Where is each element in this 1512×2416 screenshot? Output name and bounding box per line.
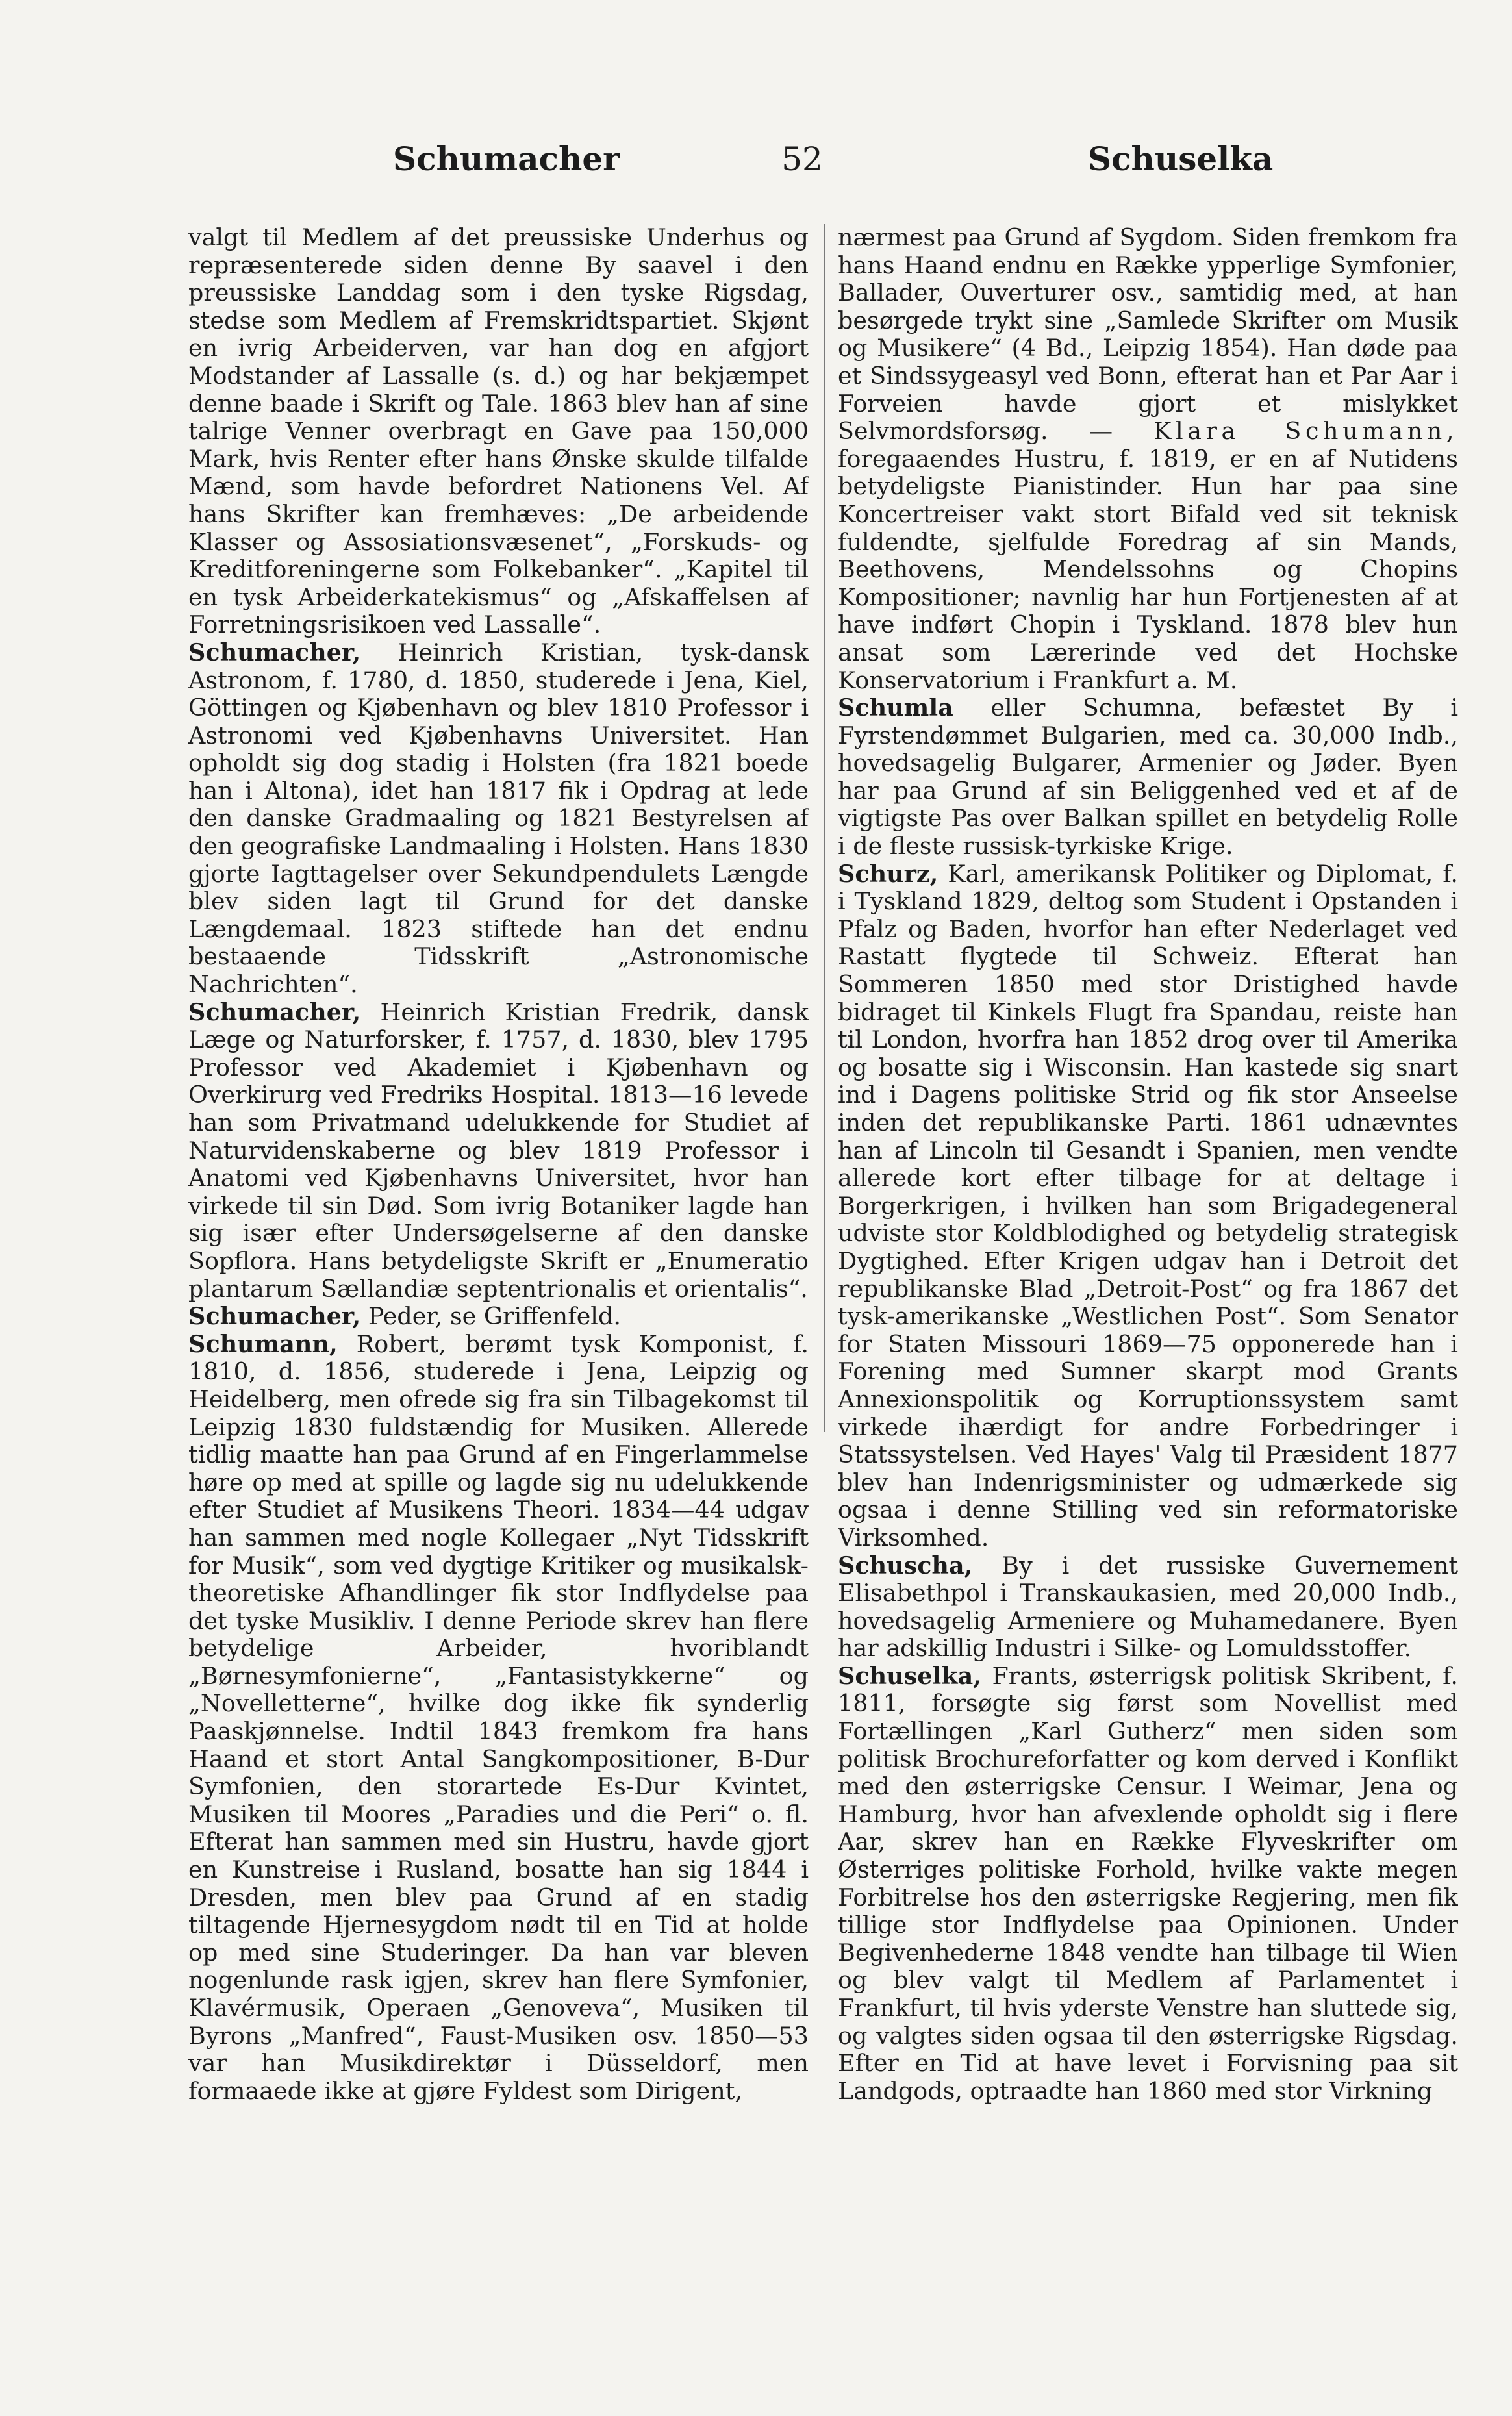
entry-text: Heinrich Kristian Fredrik, dansk Læge og Naturforsker, f. 1757, d. 1830, blev 1795 Professor ved Akademiet i Kjøbenhavn og Overkirurg ved Fredriks Hospital. 1813—16 levede han som Privatmand udelukkende for Studiet af Naturvidenskaberne og blev 1819 Professor i Anatomi ved Kjøbenhavns Universitet, hvor han virkede til sin Død. Som ivrig Botaniker lagde han sig især efter Undersøgelserne af den danske Sopflora. Hans betydeligste Skrift er „Enumeratio plantarum Sællandiæ septentrionalis et orientalis“.	[188, 998, 809, 1303]
entry-text: nærmest paa Grund af Sygdom. Siden fremkom fra hans Haand endnu en Række ypperlige Symfonier, Ballader, Ouverturer osv., samtidig med, at han besørgede trykt sine „Samlede Skrifter om Musik og Musikere“ (4 Bd., Leipzig 1854). Han døde paa et Sindssygeasyl ved Bonn, efterat han et Par Aar i Forveien havde gjort et mislykket Selvmordsforsøg. —	[838, 224, 1458, 446]
left-column	[188, 224, 809, 2231]
header-last-word: Schuselka	[1088, 140, 1274, 178]
entry-headword: Schumla	[838, 694, 953, 722]
entry-headword: Schumann,	[188, 1329, 338, 1358]
entry-headword: Schurz,	[838, 859, 939, 888]
entry-text: valgt til Medlem af det preussiske Underhus og repræsenterede siden denne By saavel i den preussiske Landdag som i den tyske Rigsdag, stedse som Medlem af Fremskridtspartiet. Skjønt en ivrig Arbeiderven, var han dog en afgjort Modstander af Lassalle (s. d.) og har bekjæmpet denne baade i Skrift og Tale. 1863 blev han af sine talrige Venner overbragt en Gave paa 150,000 Mark, hvis Renter efter hans Ønske skulde tilfalde Mænd, som havde befordret Nationens Vel. Af hans Skrifter kan fremhæves: „De arbeidende Klasser og Assosiationsvæsenet“, „Forskuds- og Kreditforeningerne som Folkebanker“. „Kapitel til en tysk Arbeiderkatekismus“ og „Afskaffelsen af Forretningsrisikoen ved Lassalle“.	[188, 224, 809, 639]
entry-schumacher-peder	[188, 1303, 809, 1331]
entry-continued	[188, 224, 809, 639]
column-divider	[824, 224, 825, 1432]
entry-schurz	[838, 861, 1458, 1552]
entry-headword: Schuscha,	[838, 1551, 973, 1579]
entry-headword: Schumacher,	[188, 998, 361, 1026]
right-column	[838, 224, 1458, 2231]
entry-schumann-continued	[838, 224, 1458, 694]
entry-text: Heinrich Kristian, tysk-dansk Astronom, f. 1780, d. 1850, studerede i Jena, Kiel, Göttingen og Kjøbenhavn og blev 1810 Professor i Astronomi ved Kjøbenhavns Universitet. Han opholdt sig dog stadig i Holsten (fra 1821 boede han i Altona), idet han 1817 fik i Opdrag at lede den danske Gradmaaling og 1821 Bestyrelsen af den geografiske Landmaaling i Holsten. Hans 1830 gjorte Iagttagelser over Sekundpendulets Længde blev siden lagt til Grund for det danske Længdemaal. 1823 stiftede han det endnu bestaaende Tidsskrift „Astronomische Nachrichten“.	[188, 638, 809, 999]
running-header	[185, 133, 1439, 192]
entry-text: eller Schumna, befæstet By i Fyrstendømmet Bulgarien, med ca. 30,000 Indb., hovedsagelig Bulgarer, Armenier og Jøder. Byen har paa Grund af sin Beliggenhed ved et af de vigtigste Pas over Balkan spillet en betydelig Rolle i de fleste russisk-tyrkiske Krige.	[838, 694, 1458, 861]
entry-text: Frants, østerrigsk politisk Skribent, f. 1811, forsøgte sig først som Novellist med Fortællingen „Karl Gutherz“ men siden som politisk Brochureforfatter og kom derved i Konflikt med den østerrigske Censur. I Weimar, Jena og Hamburg, hvor han afvexlende opholdt sig i flere Aar, skrev han en Række Flyveskrifter om Østerriges politiske Forhold, hvilke vakte megen Forbitrelse hos den østerrigske Regjering, men fik tillige stor Indflydelse paa Opinionen. Under Begivenhederne 1848 vendte han tilbage til Wien og blev valgt til Medlem af Parlamentet i Frankfurt, til hvis yderste Venstre han sluttede sig, og valgtes siden ogsaa til den østerrigske Rigsdag. Efter en Tid at have levet i Forvisning paa sit Landgods, optraadte han 1860 med stor Virkning	[838, 1661, 1458, 2105]
entry-schumacher-heinrich-kristian	[188, 639, 809, 999]
entry-headword: Schumacher,	[188, 638, 361, 666]
entry-subheadword: Klara Schumann,	[1153, 417, 1458, 446]
entry-text: foregaaendes Hustru, f. 1819, er en af Nutidens betydeligste Pianistinder. Hun har paa sine Koncertreiser vakt stort Bifald ved sit teknisk fuldendte, sjelfulde Foredrag af sin Mands, Beethovens, Mendelssohns og Chopins Kompositioner; navnlig har hun Fortjenesten af at have indført Chopin i Tyskland. 1878 blev hun ansat som Lærerinde ved det Hochske Konservatorium i Frankfurt a. M.	[838, 444, 1458, 694]
header-first-word: Schumacher	[393, 140, 620, 178]
entry-schumann	[188, 1331, 809, 2106]
entry-schuselka	[838, 1663, 1458, 2106]
entry-schumla	[838, 694, 1458, 861]
page-number: 52	[781, 140, 823, 178]
entry-text: Peder, se Griffenfeld.	[368, 1302, 621, 1331]
entry-schumacher-heinrich-kristian-fredrik	[188, 999, 809, 1303]
entry-headword: Schumacher,	[188, 1302, 361, 1331]
entry-text: Karl, amerikansk Politiker og Diplomat, f. i Tyskland 1829, deltog som Student i Opstanden i Pfalz og Baden, hvorfor han efter Nederlaget ved Rastatt flygtede til Schweiz. Efterat han Sommeren 1850 med stor Dristighed havde bidraget til Kinkels Flugt fra Spandau, reiste han til London, hvorfra han 1852 drog over til Amerika og bosatte sig i Wisconsin. Han kastede sig snart ind i Dagens politiske Strid og fik stor Anseelse inden det republikanske Parti. 1861 udnævntes han af Lincoln til Gesandt i Spanien, men vendte allerede kort efter tilbage for at deltage i Borgerkrigen, i hvilken han som Brigadegeneral udviste stor Koldblodighed og betydelig strategisk Dygtighed. Efter Krigen udgav han i Detroit det republikanske Blad „Detroit-Post“ og fra 1867 det tysk-amerikanske „Westlichen Post“. Som Senator for Staten Missouri 1869—75 opponerede han i Forening med Sumner skarpt mod Grants Annexionspolitik og Korruptionssystem samt virkede ihærdigt for andre Forbedringer i Statssystelsen. Ved Hayes' Valg til Præsident 1877 blev han Indenrigsminister og udmærkede sig ogsaa i denne Stilling ved sin reformatoriske Virksomhed.	[838, 859, 1458, 1552]
entry-text: Robert, berømt tysk Komponist, f. 1810, d. 1856, studerede i Jena, Leipzig og Heidelberg, men ofrede sig fra sin Tilbagekomst til Leipzig 1830 fuldstændig for Musiken. Allerede tidlig maatte han paa Grund af en Fingerlammelse høre op med at spille og lagde sig nu udelukkende efter Studiet af Musikens Theori. 1834—44 udgav han sammen med nogle Kollegaer „Nyt Tidsskrift for Musik“, som ved dygtige Kritiker og musikalsk-theoretiske Afhandlinger fik stor Indflydelse paa det tyske Musikliv. I denne Periode skrev han flere betydelige Arbeider, hvoriblandt „Børnesymfonierne“, „Fantasistykkerne“ og „Novelletterne“, hvilke dog ikke fik synderlig Paaskjønnelse. Indtil 1843 fremkom fra hans Haand et stort Antal Sangkompositioner, B-Dur Symfonien, den storartede Es-Dur Kvintet, Musiken til Moores „Paradies und die Peri“ o. fl. Efterat han sammen med sin Hustru, havde gjort en Kunstreise i Rusland, bosatte han sig 1844 i Dresden, men blev paa Grund af en stadig tiltagende Hjernesygdom nødt til en Tid at holde op med sine Studeringer. Da han var bleven nogenlunde rask igjen, skrev han flere Symfonier, Klavérmusik, Operaen „Genoveva“, Musiken til Byrons „Manfred“, Faust-Musiken osv. 1850—53 var han Musikdirektør i Düsseldorf, men formaaede ikke at gjøre Fyldest som Dirigent,	[188, 1329, 809, 2105]
entry-headword: Schuselka,	[838, 1661, 981, 1690]
entry-schuscha	[838, 1552, 1458, 1663]
entry-text: By i det russiske Guvernement Elisabethpol i Transkaukasien, med 20,000 Indb., hovedsagelig Armeniere og Muhamedanere. Byen har adskillig Industri i Silke- og Lomuldsstoffer.	[838, 1551, 1458, 1663]
